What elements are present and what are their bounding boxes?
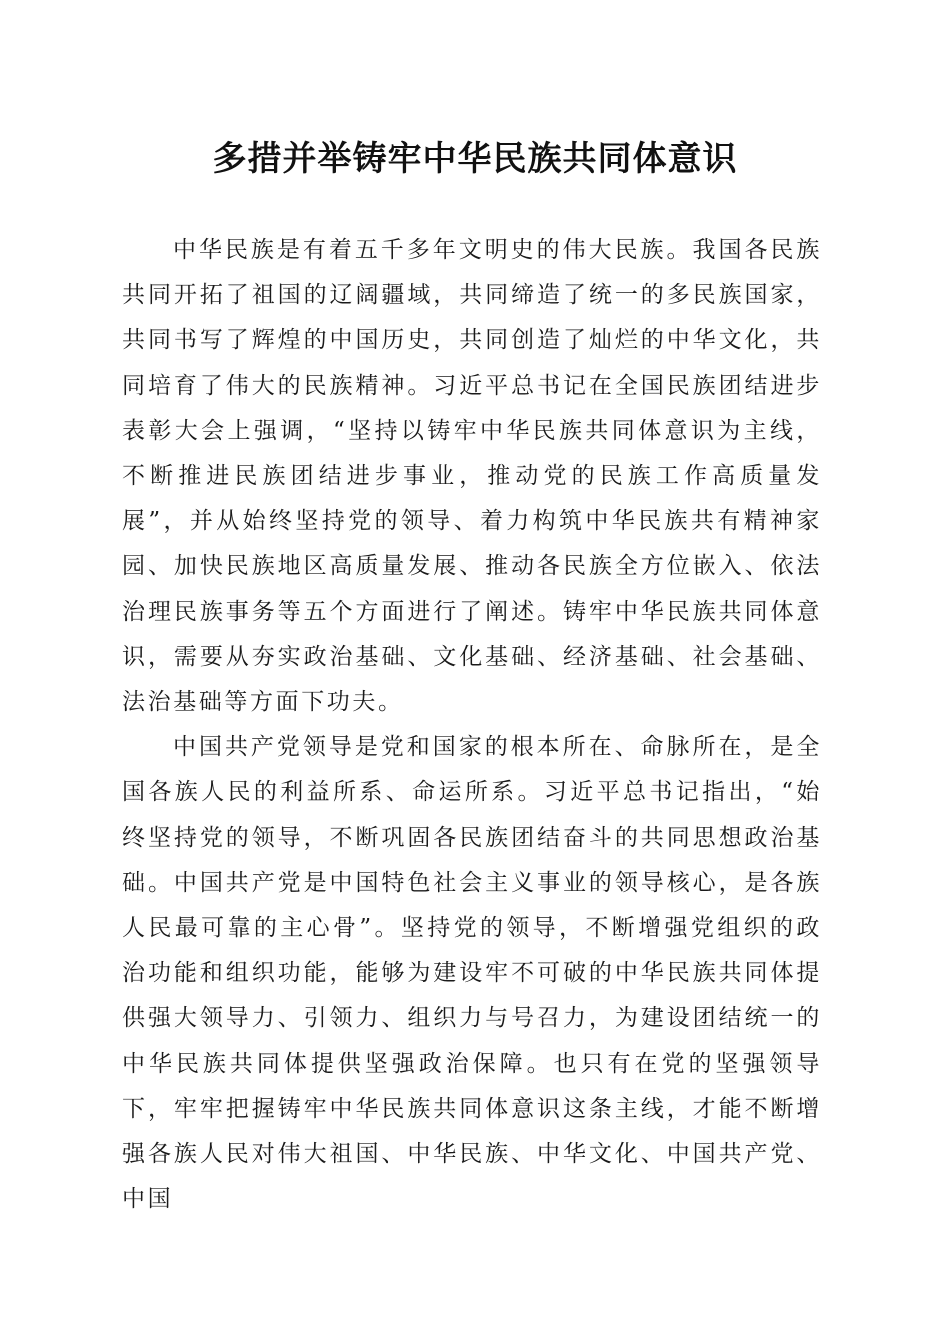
paragraph-1: 中华民族是有着五千多年文明史的伟大民族。我国各民族共同开拓了祖国的辽阔疆域，共同缔造了统一的多民族国家，共同书写了辉煌的中国历史，共同创造了灿烂的中华文化，共同培育了伟大的民族精神。习近平总书记在全国民族团结进步表彰大会上强调，“坚持以铸牢中华民族共同体意识为主线，不断推进民族团结进步事业，推动党的民族工作高质量发展”，并从始终坚持党的领导、着力构筑中华民族共有精神家园、加快民族地区高质量发展、推动各民族全方位嵌入、依法治理民族事务等五个方面进行了阐述。铸牢中华民族共同体意识，需要从夯实政治基础、文化基础、经济基础、社会基础、法治基础等方面下功夫。	[122, 237, 822, 716]
paragraph-2: 中国共产党领导是党和国家的根本所在、命脉所在，是全国各族人民的利益所系、命运所系。习近平总书记指出，“始终坚持党的领导，不断巩固各民族团结奋斗的共同思想政治基础。中国共产党是中国特色社会主义事业的领导核心，是各族人民最可靠的主心骨”。坚持党的领导，不断增强党组织的政治功能和组织功能，能够为建设牢不可破的中华民族共同体提供强大领导力、引领力、组织力与号召力，为建设团结统一的中华民族共同体提供坚强政治保障。也只有在党的坚强领导下，牢牢把握铸牢中华民族共同体意识这条主线，才能不断增强各族人民对伟大祖国、中华民族、中华文化、中国共产党、中国	[122, 734, 822, 1213]
document-body	[122, 228, 822, 1222]
document-title: 多措并举铸牢中华民族共同体意识	[212, 139, 738, 179]
